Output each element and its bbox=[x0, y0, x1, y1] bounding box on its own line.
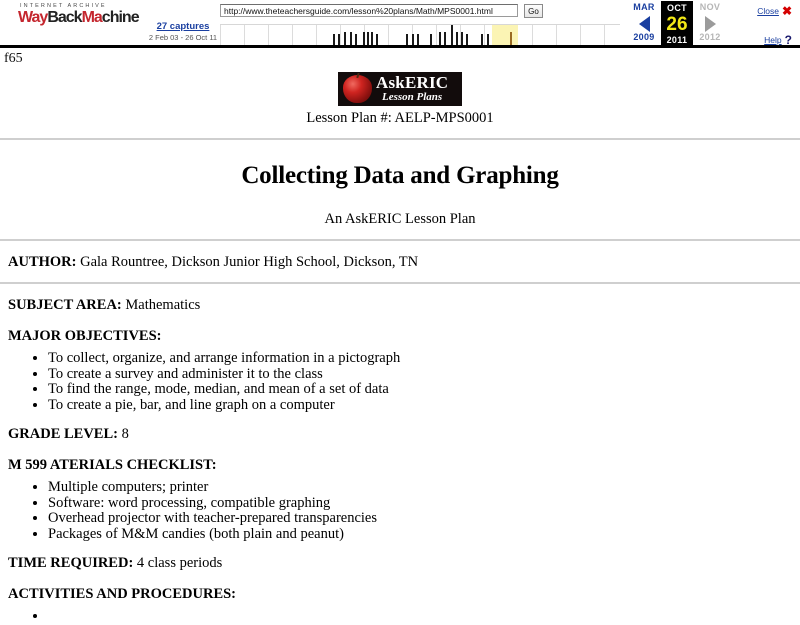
timeline-month-separator bbox=[532, 25, 533, 47]
next-month-label: NOV bbox=[699, 2, 721, 12]
list-item: • To collect, organize, and arrange information in a pictograph bbox=[48, 351, 800, 367]
timeline-capture-bar[interactable] bbox=[367, 32, 369, 45]
timeline-capture-bar[interactable] bbox=[439, 32, 441, 45]
timeline-capture-bar[interactable] bbox=[466, 34, 468, 45]
date-navigator bbox=[628, 1, 738, 47]
next-year-label: 2012 bbox=[699, 32, 721, 42]
previous-arrow-icon[interactable] bbox=[639, 16, 650, 32]
timeline-current-capture-marker[interactable] bbox=[510, 32, 512, 45]
activities-heading: ACTIVITIES AND PROCEDURES: bbox=[8, 586, 237, 602]
objectives-list bbox=[0, 351, 800, 413]
timeline-capture-bar[interactable] bbox=[344, 32, 346, 45]
close-icon[interactable]: ✖ bbox=[781, 4, 792, 18]
divider-after-author bbox=[0, 282, 800, 284]
captures-count-link[interactable]: 27 captures bbox=[156, 21, 210, 32]
timeline-month-separator bbox=[580, 25, 581, 47]
captures-date-range: 2 Feb 03 - 26 Oct 11 bbox=[148, 32, 218, 42]
askeric-logo-image bbox=[338, 72, 462, 106]
next-capture-date[interactable] bbox=[694, 1, 726, 43]
timeline-month-separator bbox=[292, 25, 293, 47]
list-item: • Multiple computers; printer bbox=[48, 480, 800, 496]
stray-text: f65 bbox=[4, 51, 23, 66]
time-required-label: TIME REQUIRED: bbox=[8, 555, 134, 571]
author-value: Gala Rountree, Dickson Junior High School, Dickson, TN bbox=[80, 254, 419, 270]
timeline-capture-bar[interactable] bbox=[456, 32, 458, 45]
grade-level-value: 8 bbox=[121, 426, 129, 442]
timeline-month-separator bbox=[316, 25, 317, 47]
prev-year-label: 2009 bbox=[633, 32, 655, 42]
url-bar-group bbox=[220, 4, 543, 18]
materials-heading: M 599 ATERIALS CHECKLIST: bbox=[8, 457, 217, 473]
lesson-plan-id: Lesson Plan #: AELP-MPS0001 bbox=[306, 110, 494, 126]
timeline-capture-bar[interactable] bbox=[430, 34, 432, 45]
close-link[interactable]: Close bbox=[757, 6, 779, 16]
page-title: Collecting Data and Graphing bbox=[241, 162, 559, 189]
question-mark-icon[interactable]: ? bbox=[784, 33, 792, 47]
help-control[interactable] bbox=[764, 33, 792, 47]
grade-level-label: GRADE LEVEL: bbox=[8, 426, 118, 442]
help-link[interactable]: Help bbox=[764, 35, 782, 45]
close-toolbar-control[interactable] bbox=[757, 4, 792, 18]
archived-page-content bbox=[0, 48, 800, 625]
page-subtitle: An AskERIC Lesson Plan bbox=[324, 211, 476, 227]
askeric-logo-row bbox=[0, 72, 800, 106]
timeline-month-separator bbox=[244, 25, 245, 47]
objectives-heading: MAJOR OBJECTIVES: bbox=[8, 328, 162, 344]
current-year-label: 2011 bbox=[666, 35, 688, 45]
subject-area-line bbox=[8, 297, 800, 314]
timeline-month-separator bbox=[484, 25, 485, 47]
time-required-value: 4 class periods bbox=[136, 555, 223, 571]
timeline-capture-bar[interactable] bbox=[363, 32, 365, 45]
timeline-month-separator bbox=[268, 25, 269, 47]
timeline-capture-bar[interactable] bbox=[481, 34, 483, 45]
wordmark-chine: chine bbox=[101, 9, 139, 26]
subject-area-value: Mathematics bbox=[125, 297, 201, 313]
materials-list bbox=[0, 480, 800, 542]
timeline-capture-bar[interactable] bbox=[461, 32, 463, 45]
timeline-month-separator bbox=[388, 25, 389, 47]
timeline-capture-bar[interactable] bbox=[487, 34, 489, 45]
author-line bbox=[8, 254, 800, 271]
list-item bbox=[48, 609, 800, 625]
timeline-capture-bar[interactable] bbox=[417, 34, 419, 45]
current-month-label: OCT bbox=[667, 3, 687, 13]
list-item: • To create a survey and administer it to the class bbox=[48, 367, 800, 383]
timeline-month-separator bbox=[220, 25, 221, 47]
apple-icon bbox=[343, 75, 372, 103]
wordmark-ma: Ma bbox=[81, 9, 102, 26]
current-day-label: 26 bbox=[666, 14, 688, 35]
go-button[interactable]: Go bbox=[524, 4, 543, 18]
list-item: • Overhead projector with teacher-prepared transparencies bbox=[48, 511, 800, 527]
timeline-month-separator bbox=[340, 25, 341, 47]
timeline-capture-bar[interactable] bbox=[406, 34, 408, 45]
timeline-month-separator bbox=[436, 25, 437, 47]
askeric-logo-name: AskERIC bbox=[376, 73, 449, 92]
divider-after-subtitle bbox=[0, 239, 800, 241]
url-input[interactable] bbox=[220, 4, 518, 17]
subject-area-label: SUBJECT AREA: bbox=[8, 297, 122, 313]
timeline-current-year-highlight bbox=[492, 25, 518, 47]
askeric-logo-subtitle: Lesson Plans bbox=[382, 91, 443, 103]
list-item: • To find the range, mode, median, and mean of a set of data bbox=[48, 382, 800, 398]
timeline-capture-bar[interactable] bbox=[350, 32, 352, 45]
wordmark-way: Way bbox=[18, 9, 48, 26]
grade-level-line bbox=[8, 426, 800, 443]
timeline-capture-bar[interactable] bbox=[355, 34, 357, 45]
timeline-capture-bar[interactable] bbox=[412, 34, 414, 45]
timeline-capture-bar[interactable] bbox=[444, 32, 446, 45]
internet-archive-label: INTERNET ARCHIVE bbox=[20, 3, 107, 9]
activities-list bbox=[0, 609, 800, 625]
timeline-month-separator bbox=[556, 25, 557, 47]
wordmark-back: Back bbox=[47, 9, 82, 26]
capture-timeline[interactable] bbox=[220, 24, 620, 46]
divider-top bbox=[0, 138, 800, 140]
author-label: AUTHOR: bbox=[8, 254, 77, 270]
timeline-capture-bar[interactable] bbox=[338, 34, 340, 45]
list-item: • To create a pie, bar, and line graph on a computer bbox=[48, 398, 800, 414]
timeline-capture-bar[interactable] bbox=[371, 32, 373, 45]
previous-capture-date[interactable] bbox=[628, 1, 660, 43]
time-required-line bbox=[8, 555, 800, 572]
timeline-capture-bar[interactable] bbox=[451, 25, 453, 45]
list-item: • Software: word processing, compatible graphing bbox=[48, 496, 800, 512]
timeline-capture-bar[interactable] bbox=[376, 34, 378, 45]
list-item: • Packages of M&M candies (both plain and peanut) bbox=[48, 527, 800, 543]
next-arrow-icon[interactable] bbox=[705, 16, 716, 32]
wayback-toolbar bbox=[0, 0, 800, 48]
timeline-capture-bar[interactable] bbox=[333, 34, 335, 45]
prev-month-label: MAR bbox=[633, 2, 655, 12]
current-capture-date[interactable] bbox=[661, 1, 693, 47]
timeline-month-separator bbox=[604, 25, 605, 47]
